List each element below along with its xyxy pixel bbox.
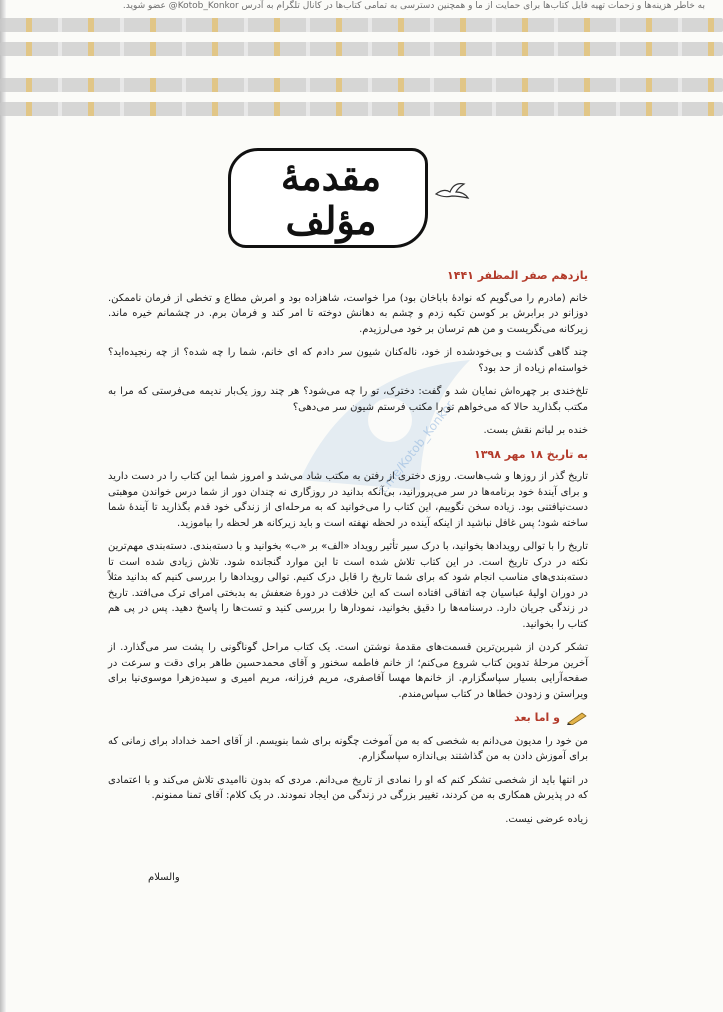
paragraph: تلخ‌خندی بر چهره‌اش نمایان شد و گفت: دخترک، تو را چه می‌شود؟ هر چند روز یک‌بار ندیمه می‌فرستی که مرا به مکتب بگذارید حالا که می‌خواهم تو را مکتب فرستم شیون سر می‌دهی؟ (108, 386, 588, 413)
date-heading-1: یازدهم صفر المظفر ۱۴۴۱ (447, 269, 588, 282)
decorative-stripe (0, 42, 723, 56)
paragraph: تشکر کردن از شیرین‌ترین قسمت‌های مقدمهٔ نوشتن است. یک کتاب مراحل گوناگونی را پشت سر می‌گذارد. از آخرین مرحلهٔ تدوین کتاب شروع می‌کنم؛ از خانم فاطمه سخنور و آقای محمدحسین طاهر برای دقت و سرعت در صفحه‌آرایی بسیار سپاسگزارم. از خانم‌ها مهسا آقاصفری، مریم فرزانه، مریم امیری و سیده‌زهرا موسوی‌نیا برای ویراستن و زدودن خطاها در کتاب سپاس‌مندم. (108, 642, 588, 700)
bird-icon (434, 180, 470, 204)
paragraph: زیاده عرضی نیست. (505, 813, 588, 825)
paragraph: چند گاهی گذشت و بی‌خودشده از خود، ناله‌کنان شیون سر دادم که ای خانم، شما را چه شده؟ از چه رنجیده‌اید؟ خواسته‌ام زیاده از حد بود؟ (108, 347, 588, 374)
main-text (108, 268, 588, 835)
signature-text: والسلام (148, 872, 180, 883)
watermark-text: t.me/Kotob_Konkor (376, 398, 457, 496)
logo-title (245, 155, 417, 243)
paragraph: خنده بر لبانم نقش بست. (483, 425, 588, 436)
paragraph: در انتها باید از شخصی تشکر کنم که او را نمادی از تاریخ می‌دانم. مردی که بدون ناامیدی تلاش می‌کند و با اعتمادی که در پذیرش همکاری به من کردند، تغییر بزرگی در زندگی من ایجاد نمودند. در یک کلام: آقای تمنا ممنونم. (108, 774, 588, 801)
logo-frame (228, 148, 428, 248)
section-heading-label: و اما بعد (514, 711, 560, 724)
top-note: به خاطر هزینه‌ها و زحمات تهیه فایل کتاب‌ها برای حمایت از ما و همچنین دسترسی به تمامی کتاب‌ها در کانال تلگرام به آدرس Kotob_Konkor@ عضو شوید. (122, 1, 705, 11)
decorative-stripe (0, 78, 723, 92)
section-heading (108, 710, 588, 726)
logo-line-2: مؤلف (285, 198, 377, 243)
decorative-stripe (0, 18, 723, 32)
pencil-icon (566, 711, 588, 725)
date-heading-2: به تاریخ ۱۸ مهر ۱۳۹۸ (474, 447, 588, 461)
title-logo (228, 142, 468, 250)
paragraph: تاریخ را با توالی رویدادها بخوانید، با درک سیر تأثیر رویداد «الف» بر «ب» بخوانید و با دسته‌بندی. دسته‌بندی مهم‌ترین نکته در درک تاریخ است. در این کتاب تلاش شده است تا این موارد گنجانده شود. تلاش زیادی شده است تا دسته‌بندی‌های مناسب انجام شود که برای شما تاریخ را قابل درک کنیم. توالی رویدادها را بررسی کنیم که بدانید مثلاً در دوران اولیهٔ عباسیان چه اتفاقی افتاده است که این خلافت در دورهٔ ضعفش به بدبختی امرای ترک می‌افتد. تاریخ در زندگی جریان دارد. درسنامه‌ها را دقیق بخوانید، نمودارها را بررسی کنید و تست‌ها را پاسخ دهید. پس در پی هم کتاب را بخوانید. (108, 541, 588, 630)
paragraph: تاریخ گذر از روزها و شب‌هاست. روزی دختری از رفتن به مکتب شاد می‌شد و امروز شما این کتاب را در دست دارید و برای آیندهٔ خود برنامه‌ها در سر می‌پرورانید، بی‌آنکه بدانید در روزگاری نه چندان دور از شما درس خواندن موهبتی دست‌نیافتنی بود. زیاده سخن نگوییم، این کتاب را می‌خوانید که به مرحله‌ای از زندگی خود قدم بگذارید تا آیندهٔ شما ساخته شود؛ پس غافل نباشید از اینکه آینده در لحظه نهفته است و باید زیرکانه هر لحظه را بیاموزید. (108, 471, 588, 529)
paragraph: من خود را مدیون می‌دانم به شخصی که به من آموخت چگونه برای شما بنویسم. از آقای احمد خداداد برای زمانی که برای آموزش دادن به من گذاشتند بی‌اندازه سپاسگزارم. (108, 735, 588, 762)
decorative-stripe (0, 102, 723, 116)
page-edge-shadow (0, 0, 6, 1012)
paragraph: خانم (مادرم را می‌گویم که نوادهٔ باباخان بود) مرا خواست، شاهزاده بود و امرش مطاع و تخطی از فرمان ناممکن. دوزانو در برابرش بر کوسن تکیه زدم و چشم به دهانش دوخته تا امر کند و فرمان برم. در چشمانم خیره ماند. زیرکانه می‌نگریست و من هم ترسان بر خود می‌لرزیدم. (108, 292, 588, 335)
logo-line-1: مقدمهٔ (280, 154, 382, 199)
